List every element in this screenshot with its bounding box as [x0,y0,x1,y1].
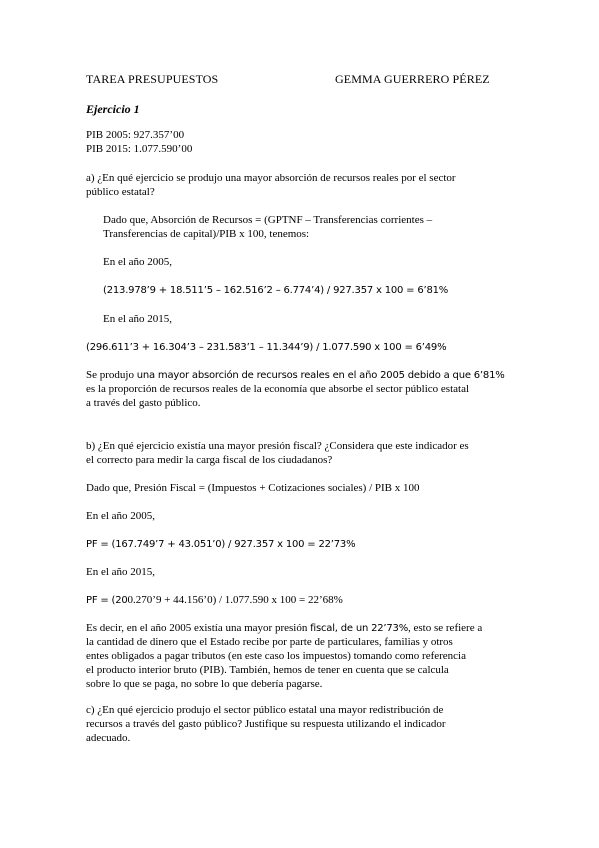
fiscal-equation-2015-body: 0.270’9 + 44.156’0) / 1.077.590 x 100 = 22’68% [127,594,343,606]
absorption-conclusion-line-2: es la proporción de recursos reales de la economía que absorbe el sector público estatal [86,383,470,395]
absorption-conclusion-line-1 [86,369,505,382]
question-c-line-3: adecuado. [86,732,131,744]
fiscal-conclusion-line-4: el producto interior bruto (PIB). También, hemos de tener en cuenta que se calcula [86,664,449,676]
fiscal-conclusion-prefix: Es decir, en el año 2005 existía una mayor presión [86,622,311,634]
pib-2005: PIB 2005: 927.357’00 [86,129,185,141]
fiscal-pressure-definition: Dado que, Presión Fiscal = (Impuestos + Cotizaciones sociales) / PIB x 100 [86,482,420,494]
absorption-definition-line-1: Dado que, Absorción de Recursos = (GPTNF – Transferencias corrientes – [103,214,433,226]
question-b-line-1: b) ¿En qué ejercicio existía una mayor presión fiscal? ¿Considera que este indicador es [86,440,469,452]
fiscal-equation-2015-prefix: PF = (20 [86,595,128,606]
fiscal-conclusion-line-3: entes obligados a pagar tributos (en este caso los impuestos) tomando como referencia [86,650,466,662]
absorption-year-2005-label: En el año 2005, [103,256,173,268]
question-c-line-1: c) ¿En qué ejercicio produjo el sector público estatal una mayor redistribución de [86,704,444,716]
absorption-conclusion-highlight: una mayor absorción de recursos reales en el año 2005 debido a que 6’81% [136,370,505,381]
question-a-line-1: a) ¿En qué ejercicio se produjo una mayor absorción de recursos reales por el sector [86,172,456,184]
fiscal-conclusion-line-1 [86,622,482,635]
fiscal-equation-2005: PF = (167.749’7 + 43.051’0) / 927.357 x 100 = 22’73% [86,539,356,550]
question-a-line-2: público estatal? [86,186,155,198]
absorption-conclusion-prefix: Se produjo [86,369,137,381]
absorption-equation-2015: (296.611’3 + 16.304’3 – 231.583’1 – 11.344’9) / 1.077.590 x 100 = 6’49% [86,342,447,353]
fiscal-conclusion-line-2: la cantidad de dinero que el Estado recibe por parte de particulares, familias y otros [86,636,453,648]
header-author: GEMMA GUERRERO PÉREZ [335,72,490,86]
header-title: TAREA PRESUPUESTOS [86,72,219,86]
exercise-title: Ejercicio 1 [86,102,140,116]
fiscal-conclusion-line-5: sobre lo que se paga, no sobre lo que debería pagarse. [86,678,323,690]
absorption-year-2015-label: En el año 2015, [103,313,173,325]
absorption-definition-line-2: Transferencias de capital)/PIB x 100, tenemos: [103,228,310,240]
pib-2015: PIB 2015: 1.077.590’00 [86,143,193,155]
fiscal-conclusion-suffix: , esto se refiere a [408,622,483,634]
question-c-line-2: recursos a través del gasto público? Justifique su respuesta utilizando el indicador [86,718,446,730]
absorption-equation-2005: (213.978’9 + 18.511’5 – 162.516’2 – 6.774’4) / 927.357 x 100 = 6’81% [103,285,449,296]
fiscal-year-2005-label: En el año 2005, [86,510,156,522]
question-b-line-2: el correcto para medir la carga fiscal de los ciudadanos? [86,454,333,466]
fiscal-year-2015-label: En el año 2015, [86,566,156,578]
fiscal-conclusion-highlight: fiscal, de un 22’73% [310,623,409,634]
fiscal-equation-2015 [86,594,343,607]
absorption-conclusion-line-3: a través del gasto público. [86,397,201,409]
